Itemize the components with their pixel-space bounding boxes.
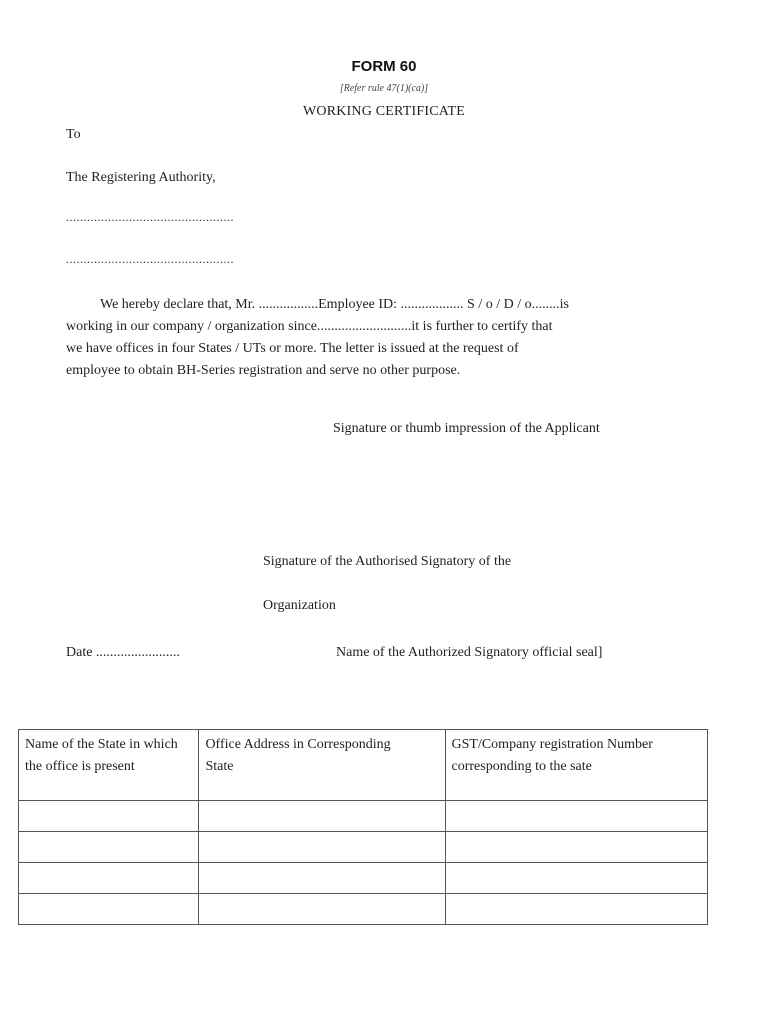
table-cell[interactable] xyxy=(19,801,199,832)
table-cell[interactable] xyxy=(445,894,708,925)
refer-rule: [Refer rule 47(1)(ca)] xyxy=(339,83,429,94)
declaration-line: We hereby declare that, Mr. .................Employee ID: .................. S / o / D / o........is xyxy=(100,297,569,312)
table-cell[interactable] xyxy=(199,832,445,863)
table-cell[interactable] xyxy=(445,801,708,832)
table-cell[interactable] xyxy=(199,801,445,832)
declaration-paragraph xyxy=(66,294,674,382)
table-row xyxy=(19,801,708,832)
to-line: To xyxy=(66,127,81,142)
table-header-row xyxy=(19,730,708,801)
table-cell[interactable] xyxy=(199,894,445,925)
column-header-office-address: Office Address in Corresponding State xyxy=(199,730,445,801)
form-title: FORM 60 xyxy=(351,58,417,75)
table-row xyxy=(19,894,708,925)
table-cell[interactable] xyxy=(19,832,199,863)
declaration-line: working in our company / organization since...........................it is further to certify that xyxy=(66,319,553,334)
organization-label: Organization xyxy=(263,598,336,613)
table-cell[interactable] xyxy=(19,894,199,925)
official-seal-label: Name of the Authorized Signatory official seal] xyxy=(336,645,603,660)
table-cell[interactable] xyxy=(445,832,708,863)
column-header-state: Name of the State in which the office is present xyxy=(19,730,199,801)
authorised-signatory-label: Signature of the Authorised Signatory of the xyxy=(263,554,512,569)
table-cell[interactable] xyxy=(445,863,708,894)
column-header-registration-number: GST/Company registration Number corresponding to the sate xyxy=(445,730,708,801)
address-blank-line: ................................................ xyxy=(66,252,234,266)
date-line: Date ........................ xyxy=(66,645,180,660)
declaration-line: employee to obtain BH-Series registration and serve no other purpose. xyxy=(66,363,461,378)
declaration-line: we have offices in four States / UTs or more. The letter is issued at the request of xyxy=(66,341,519,356)
table-cell[interactable] xyxy=(19,863,199,894)
address-blank-line: ................................................ xyxy=(66,210,234,224)
applicant-signature-label: Signature or thumb impression of the Applicant xyxy=(333,421,600,436)
certificate-title: WORKING CERTIFICATE xyxy=(302,104,465,119)
office-details-table xyxy=(18,729,708,925)
table-cell[interactable] xyxy=(199,863,445,894)
table-row xyxy=(19,832,708,863)
table-row xyxy=(19,863,708,894)
registering-authority-line: The Registering Authority, xyxy=(66,170,216,185)
